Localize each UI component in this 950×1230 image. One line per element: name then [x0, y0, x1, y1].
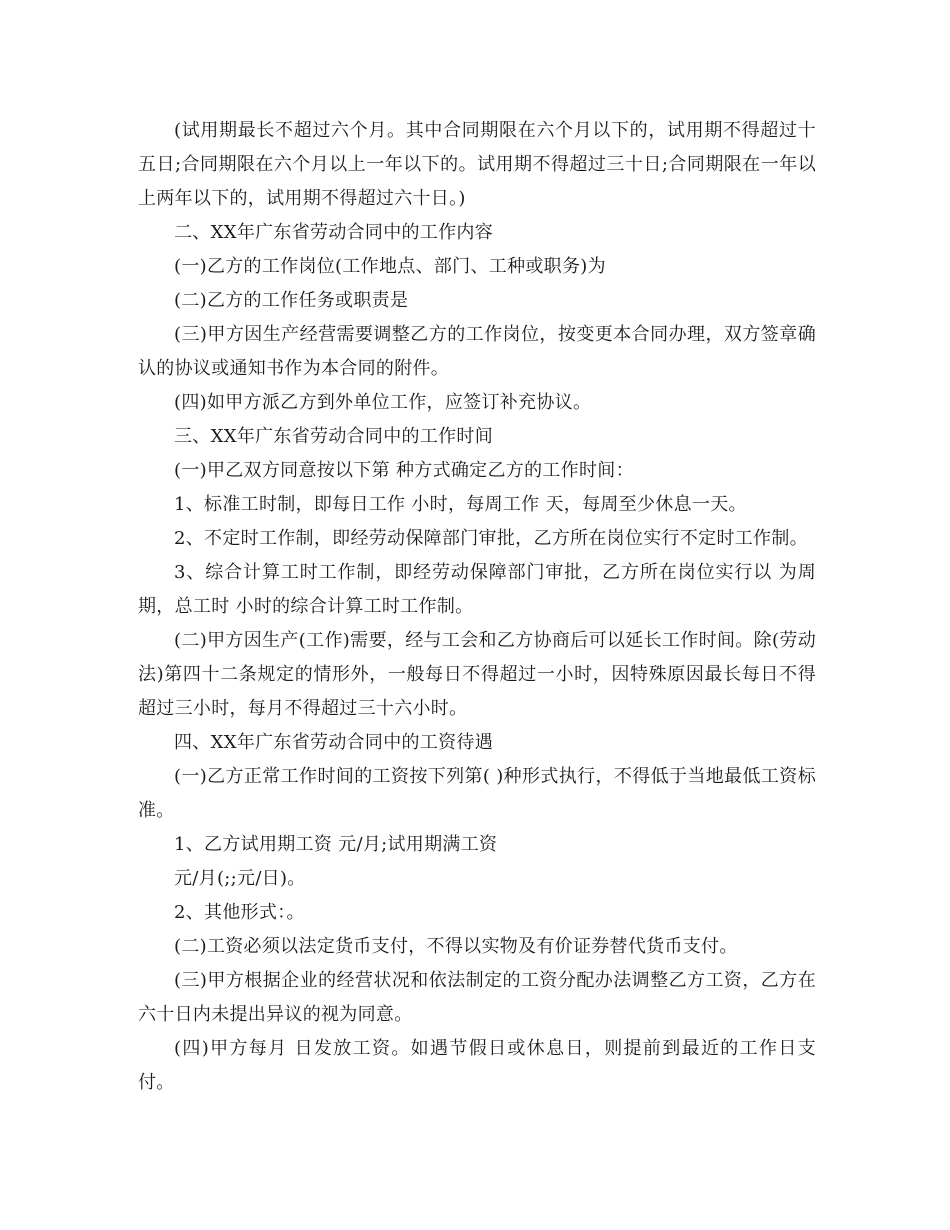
paragraph-work-post: (一)乙方的工作岗位(工作地点、部门、工种或职务)为: [174, 256, 606, 277]
heading-wages: 四、XX年广东省劳动合同中的工资待遇: [174, 732, 494, 753]
paragraph-legal-currency: (二)工资必须以法定货币支付，不得以实物及有价证券替代货币支付。: [174, 936, 738, 957]
paragraph-other-forms: 2、其他形式：。: [174, 902, 305, 923]
heading-work-time: 三、XX年广东省劳动合同中的工作时间: [174, 426, 494, 447]
paragraph-wage-units: 元/月(;;元/日)。: [174, 868, 306, 889]
paragraph-comprehensive-hours: 3、综合计算工时工作制，即经劳动保障部门审批，乙方所在岗位实行以 为周期，总工时 小时的综合计算工时工作制。: [138, 562, 816, 617]
paragraph-external-assignment: (四)如甲方派乙方到外单位工作，应签订补充协议。: [174, 392, 592, 413]
document-body: [138, 114, 816, 1100]
paragraph-wage-form: (一)乙方正常工作时间的工资按下列第( )种形式执行，不得低于当地最低工资标准。: [138, 766, 816, 821]
paragraph-probation-note: (试用期最长不超过六个月。其中合同期限在六个月以下的，试用期不得超过十五日;合同期限在六个月以上一年以下的。试用期不得超过三十日;合同期限在一年以上两年以下的，试用期不得超过六十日。): [138, 120, 816, 209]
paragraph-flexible-hours: 2、不定时工作制，即经劳动保障部门审批，乙方所在岗位实行不定时工作制。: [174, 528, 808, 549]
paragraph-payday: (四)甲方每月 日发放工资。如遇节假日或休息日，则提前到最近的工作日支付。: [138, 1038, 816, 1093]
paragraph-work-duties: (二)乙方的工作任务或职责是: [174, 290, 409, 311]
paragraph-wage-adjustment: (三)甲方根据企业的经营状况和依法制定的工资分配办法调整乙方工资，乙方在六十日内未提出异议的视为同意。: [138, 970, 816, 1025]
paragraph-probation-wage: 1、乙方试用期工资 元/月;试用期满工资: [174, 834, 498, 855]
heading-work-content: 二、XX年广东省劳动合同中的工作内容: [174, 222, 494, 243]
paragraph-overtime: (二)甲方因生产(工作)需要，经与工会和乙方协商后可以延长工作时间。除(劳动法)第四十二条规定的情形外，一般每日不得超过一小时，因特殊原因最长每日不得超过三小时，每月不得超过三十六小时。: [138, 630, 816, 719]
paragraph-post-adjustment: (三)甲方因生产经营需要调整乙方的工作岗位，按变更本合同办理，双方签章确认的协议或通知书作为本合同的附件。: [138, 324, 816, 379]
paragraph-time-mode: (一)甲乙双方同意按以下第 种方式确定乙方的工作时间：: [174, 460, 634, 481]
paragraph-standard-hours: 1、标准工时制，即每日工作 小时，每周工作 天，每周至少休息一天。: [174, 494, 747, 515]
